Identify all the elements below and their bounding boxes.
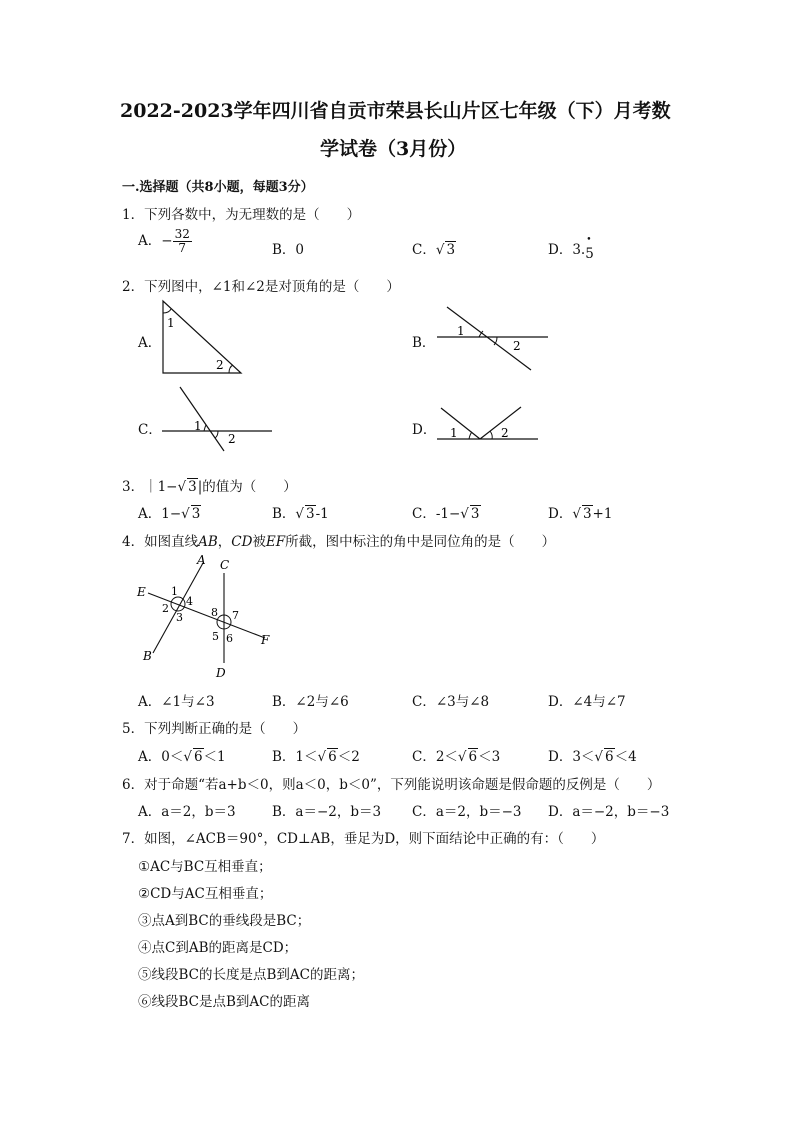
q3-option-d: D．√ 3+1	[548, 506, 613, 522]
q5-d-radicand: 6	[605, 749, 614, 765]
q4-stem-post: 所截，图中标注的角中是同位角的是（ ）	[285, 534, 556, 550]
q4-angle-5: 5	[212, 630, 219, 643]
q4-angle-6: 6	[226, 632, 233, 645]
q3-b-radicand: 3	[306, 506, 315, 522]
q2a-label-1: 1	[167, 316, 175, 330]
q1-a-den: 7	[178, 241, 187, 255]
q2d-arc-2	[490, 431, 492, 439]
q4-option-c: C．∠3与∠8	[412, 694, 490, 710]
q3-d-suffix: +1	[592, 506, 613, 522]
q1-option-d	[548, 238, 594, 262]
q2-stem: 2．下列图中，∠1和∠2是对顶角的是（ ）	[122, 279, 400, 295]
q3-a-prefix: A．1−	[138, 506, 182, 522]
q3-c-radicand: 3	[470, 506, 480, 522]
q1-a-prefix: A．	[138, 233, 162, 249]
q1-a-num: 32	[174, 227, 190, 241]
q5-option-a: A．0＜√ 6＜1	[138, 749, 226, 765]
q4-line-ab: AB	[198, 534, 218, 550]
q4-figure	[133, 553, 278, 681]
q6-option-a: A．a＝2，b＝3	[138, 804, 236, 820]
q6-option-b: B．a＝−2，b＝3	[272, 804, 382, 820]
q2d-left-ray	[441, 408, 480, 439]
q5-a-radicand: 6	[193, 749, 203, 765]
q4-angle-8: 8	[211, 606, 218, 619]
q5-c-radicand: 6	[468, 749, 478, 765]
q5-c-right: ＜3	[478, 749, 501, 765]
q3-stem-post: |的值为（ ）	[197, 479, 297, 495]
q1-a-sign: −	[161, 233, 173, 249]
q2c-label-2: 2	[228, 432, 236, 446]
q3-abs-left: ｜1−	[144, 479, 178, 495]
q7-item-6: ⑥线段BC是点B到AC的距离	[138, 994, 310, 1010]
q2-option-c-label: C．	[138, 422, 162, 438]
q1-d-repeating-digit: • 5	[585, 246, 594, 262]
q3-b-suffix: -1	[315, 506, 329, 522]
q6-option-d: D．a＝−2，b＝−3	[548, 804, 670, 820]
q4-line-ab-stroke	[153, 563, 203, 653]
q4-comma: ，	[217, 534, 232, 550]
q2c-label-1: 1	[194, 419, 202, 433]
q1-option-a	[138, 228, 192, 255]
q7-item-3: ③点A到BC的垂线段是BC；	[138, 913, 311, 929]
q3-d-prefix: D．	[548, 506, 573, 522]
q2b-label-1: 1	[457, 324, 465, 338]
q5-c-left: C．2＜	[412, 749, 458, 765]
q5-b-left: B．1＜	[272, 749, 318, 765]
q2d-label-1: 1	[450, 426, 458, 440]
q5-d-right: ＜4	[614, 749, 637, 765]
q2d-label-2: 2	[501, 426, 509, 440]
q2-option-a-label: A．	[138, 335, 162, 351]
section-heading: 一.选择题（共8小题，每题3分）	[122, 180, 314, 195]
q3-d-radicand: 3	[582, 506, 592, 522]
q4-option-b: B．∠2与∠6	[272, 694, 349, 710]
q4-option-d: D．∠4与∠7	[548, 694, 626, 710]
q4-angle-2: 2	[162, 602, 169, 615]
q2b-label-2: 2	[513, 339, 521, 353]
q2d-arc-1	[469, 432, 472, 439]
q4-angle-7: 7	[232, 609, 239, 622]
q2-option-b-label: B．	[412, 335, 436, 351]
q2-figure-d	[435, 404, 543, 449]
q1-c-prefix: C．	[412, 242, 436, 258]
q1-option-c: C．√ 3	[412, 242, 456, 258]
q4-angle-1: 1	[171, 585, 178, 598]
q7-item-5: ⑤线段BC的长度是点B到AC的距离；	[138, 967, 364, 983]
q3-a-radicand: 3	[191, 506, 201, 522]
q4-label-e: E	[137, 585, 146, 599]
q5-a-right: ＜1	[203, 749, 226, 765]
q5-a-left: A．0＜	[138, 749, 184, 765]
q3-option-b: B．√ 3-1	[272, 506, 329, 522]
q7-stem: 7．如图，∠ACB＝90°，CD⊥AB，垂足为D，则下面结论中正确的有：（ ）	[122, 831, 605, 847]
q7-item-4: ④点C到AB的距离是CD；	[138, 940, 298, 956]
q3-option-a: A．1−√ 3	[138, 506, 201, 522]
q7-item-1: ①AC与BC互相垂直；	[138, 859, 272, 875]
q2a-triangle	[163, 301, 241, 373]
q2c-oblique-line	[180, 387, 224, 451]
q5-d-left: D．3＜	[548, 749, 595, 765]
q3-radicand: 3	[188, 479, 197, 495]
q1-c-radicand: 3	[446, 242, 456, 258]
q1-option-b: B．0	[272, 242, 305, 258]
q4-stem-pre: 4．如图直线	[122, 534, 199, 550]
page-title-line2: 学试卷（3月份）	[320, 138, 467, 160]
q4-mid: 被	[252, 534, 266, 550]
q4-label-b: B	[143, 649, 152, 663]
q1-stem: 1．下列各数中，为无理数的是（ ）	[122, 207, 361, 223]
q4-angle-4: 4	[186, 595, 193, 608]
q5-b-radicand: 6	[328, 749, 337, 765]
page-title-line1: 2022-2023学年四川省自贡市荣县长山片区七年级（下）月考数	[120, 100, 671, 122]
q4-label-d: D	[216, 666, 226, 680]
q3-stem: 3．｜1−√ 3|的值为（ ）	[122, 479, 297, 495]
q4-label-a: A	[197, 553, 206, 567]
q1-d-int: 3.	[572, 242, 586, 258]
q3-number: 3．	[122, 479, 145, 495]
q4-angle-3: 3	[176, 611, 183, 624]
q2-figure-c	[160, 385, 275, 455]
q1-a-fraction	[173, 228, 192, 255]
q6-stem: 6．对于命题“若a+b＜0，则a＜0，b＜0”，下列能说明该命题是假命题的反例是（ ）	[122, 777, 661, 793]
q2-figure-b	[435, 305, 553, 375]
q3-c-prefix: C．-1−	[412, 506, 461, 522]
q6-option-c: C．a＝2，b＝−3	[412, 804, 522, 820]
q1-d-prefix: D．	[548, 242, 573, 258]
q4-option-a: A．∠1与∠3	[138, 694, 215, 710]
q5-option-d: D．3＜√ 6＜4	[548, 749, 637, 765]
q2a-arc-1	[163, 309, 171, 313]
q2a-arc-2	[229, 365, 233, 373]
q2c-arc-1	[204, 425, 206, 431]
q4-line-cd: CD	[231, 534, 253, 550]
q4-label-c: C	[220, 558, 230, 572]
q5-b-right: ＜2	[337, 749, 360, 765]
q4-stem	[122, 530, 555, 550]
q5-option-c: C．2＜√ 6＜3	[412, 749, 501, 765]
q2-option-d-label: D．	[412, 422, 437, 438]
q2a-label-2: 2	[216, 358, 224, 372]
q4-line-ef: EF	[265, 534, 286, 550]
q5-stem: 5．下列判断正确的是（ ）	[122, 721, 307, 737]
q3-option-c: C．-1−√ 3	[412, 506, 480, 522]
q2-figure-a	[155, 297, 255, 377]
q7-item-2: ②CD与AC互相垂直；	[138, 886, 273, 902]
q4-label-f: F	[261, 633, 270, 647]
q5-option-b: B．1＜√ 6＜2	[272, 749, 360, 765]
q3-b-prefix: B．	[272, 506, 296, 522]
q2c-arc-2	[215, 431, 218, 438]
